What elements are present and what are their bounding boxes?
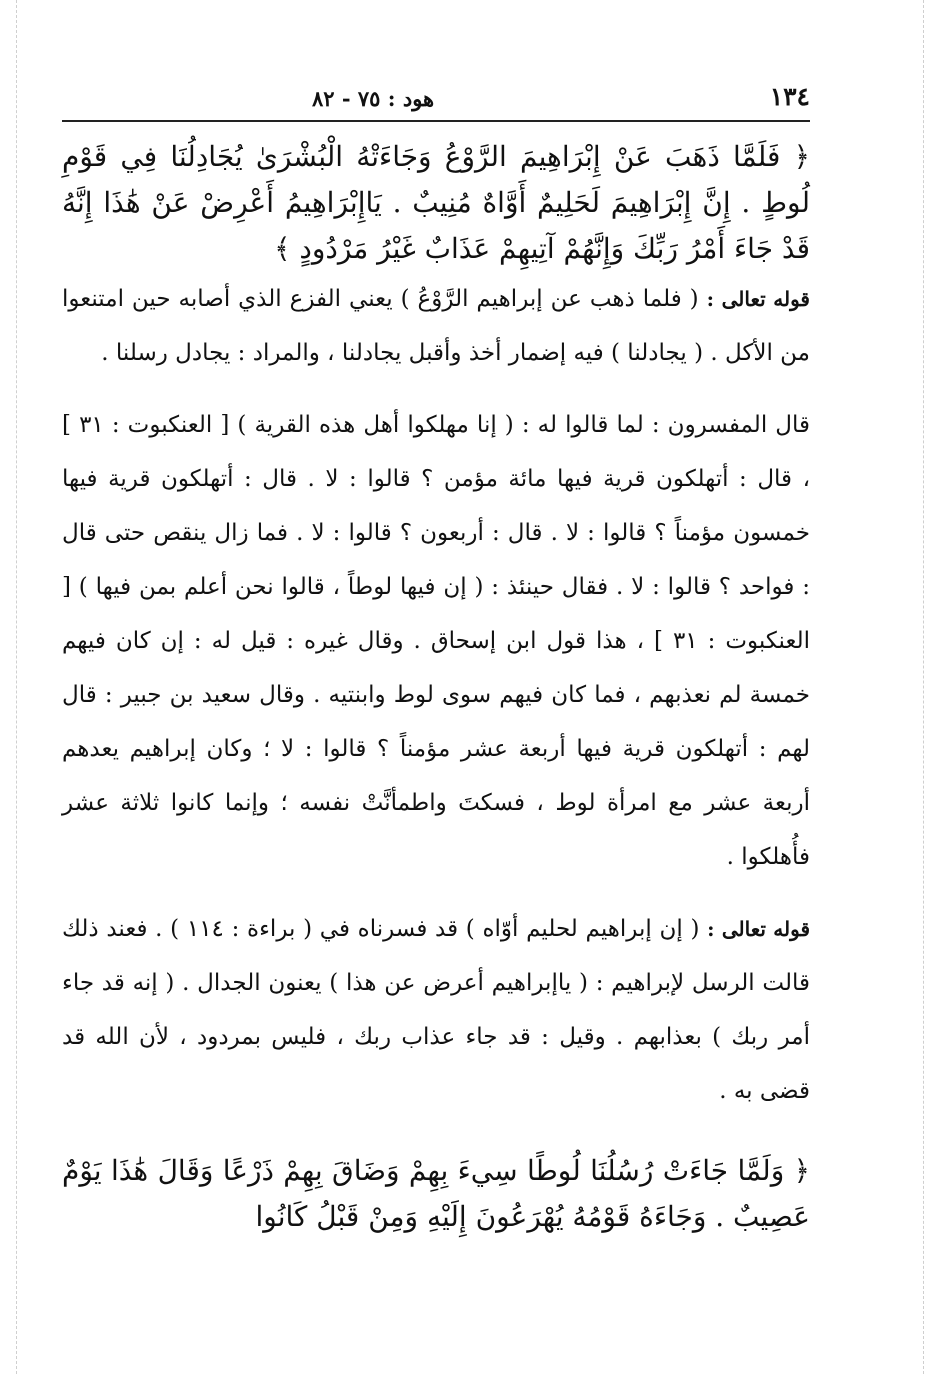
page-edge-right xyxy=(923,0,924,1374)
quran-verse-block: ﴿ وَلَمَّا جَاءَتْ رُسُلُنَا لُوطًا سِيءَ بِهِمْ وَضَاقَ بِهِمْ ذَرْعًا وَقَالَ هَٰذَا يَوْمٌ عَصِيبٌ . وَجَاءَهُ قَوْمُهُ يُهْرَعُونَ إِلَيْهِ وَمِنْ قَبْلُ كَانُوا xyxy=(62,1154,810,1233)
commentary-paragraph xyxy=(62,272,810,380)
paragraph-text: ( فلما ذهب عن إبراهيم الرَّوْعُ ) يعني الفزع الذي أصابه حين امتنعوا من الأكل . ( يجادلنا ) فيه إضمار أخذ وأقبل يجادلنا ، والمراد : يجادل رسلنا . xyxy=(62,286,810,366)
commentary-paragraph: قال المفسرون : لما قالوا له : ( إنا مهلكوا أهل هذه القرية ) [ العنكبوت : ٣١ ] ، قال : أتهلكون قرية فيها مائة مؤمن ؟ قالوا : لا . قال : أتهلكون قرية فيها خمسون مؤمناً ؟ قالوا : لا . قال : أربعون ؟ قالوا : لا . فما زال ينقص حتى قال : فواحد ؟ قالوا : لا . فقال حينئذ : ( إن فيها لوطاً ، قالوا نحن أعلم بمن فيها ) [ العنكبوت : ٣١ ] ، هذا قول ابن إسحاق . وقال غيره : قيل له : إن كان فيهم خمسة لم نعذبهم ، فما كان فيهم سوى لوط وابنتيه . وقال سعيد بن جبير : قال لهم : أتهلكون قرية فيها أربعة عشر مؤمناً ؟ قالوا : لا ؛ وكان إبراهيم يعدهم أربعة عشر مع امرأة لوط ، فسكتَ واطمأنَّتْ نفسه ؛ وإنما كانوا ثلاثة عشر فأُهلكوا . xyxy=(62,412,810,870)
paragraph-lead: قوله تعالى : xyxy=(707,917,811,941)
paragraph-lead: قوله تعالى : xyxy=(706,287,810,311)
commentary-paragraph xyxy=(62,902,810,1118)
running-title: هود : ٧٥ - ٨٢ xyxy=(312,86,435,111)
quran-verse-block: ﴿ فَلَمَّا ذَهَبَ عَنْ إِبْرَاهِيمَ الرَّوْعُ وَجَاءَتْهُ الْبُشْرَىٰ يُجَادِلُنَا فِي قَوْمِ لُوطٍ . إِنَّ إِبْرَاهِيمَ لَحَلِيمٌ أَوَّاهٌ مُنِيبٌ . يَاإِبْرَاهِيمُ أَعْرِضْ عَنْ هَٰذَا إِنَّهُ قَدْ جَاءَ أَمْرُ رَبِّكَ وَإِنَّهُمْ آتِيهِمْ عَذَابٌ غَيْرُ مَرْدُودٍ ﴾ xyxy=(62,140,810,265)
page-header xyxy=(62,78,810,122)
page-edge-left xyxy=(16,0,17,1374)
page-number: ١٣٤ xyxy=(769,82,810,111)
book-page xyxy=(62,78,810,1240)
paragraph-text: ( إن إبراهيم لحليم أوّاه ) قد فسرناه في ( براءة : ١١٤ ) . فعند ذلك قالت الرسل لإبراهيم : ( ياإبراهيم أعرض عن هذا ) يعنون الجدال . ( إنه قد جاء أمر ربك ) بعذابهم . وقيل : قد جاء عذاب ربك ، فليس بمردود ، لأن الله قد قضى به . xyxy=(62,916,810,1104)
